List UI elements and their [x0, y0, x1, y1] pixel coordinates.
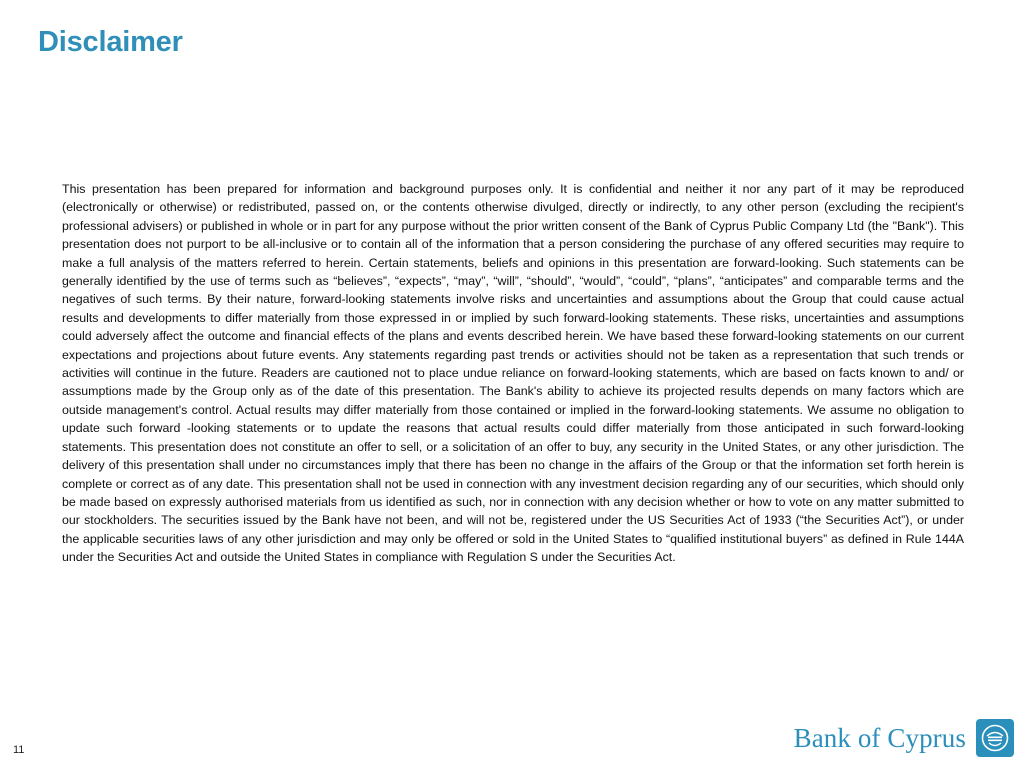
- page-number: 11: [13, 744, 25, 756]
- logo-mark-graphic: [980, 723, 1010, 753]
- page-title: Disclaimer: [38, 26, 183, 58]
- bank-logo-text: Bank of Cyprus: [793, 722, 966, 753]
- bank-of-cyprus-mark-icon: [976, 719, 1014, 757]
- disclaimer-text: This presentation has been prepared for information and background purposes only. It is confidential and neither it nor any part of it may be reproduced (electronically or otherwise) or redistributed, passed on, or the contents otherwise divulged, directly or indirectly, to any other person (excluding the recipient's professional advisers) or published in whole or in part for any purpose without the prior written consent of the Bank of Cyprus Public Company Ltd (the "Bank"). This presentation does not purport to be all-inclusive or to contain all of the information that a person considering the purchase of any offered securities may require to make a full analysis of the matters referred to herein. Certain statements, beliefs and opinions in this presentation are forward-looking. Such statements can be generally identified by the use of terms such as “believes”, “expects”, “may”, “will”, “should”, “would”, “could”, “plans”, “anticipates” and comparable terms and the negatives of such terms. By their nature, forward-looking statements involve risks and uncertainties and assumptions about the Group that could cause actual results and developments to differ materially from those expressed in or implied by such forward-looking statements. These risks, uncertainties and assumptions could adversely affect the outcome and financial effects of the plans and events described herein. We have based these forward-looking statements on our current expectations and projections about future events. Any statements regarding past trends or activities should not be taken as a representation that such trends or activities will continue in the future. Readers are cautioned not to place undue reliance on forward-looking statements, which are based on facts known to and/ or assumptions made by the Group only as of the date of this presentation. The Bank's ability to achieve its projected results depends on many factors which are outside management's control. Actual results may differ materially from those contained or implied in the forward-looking statements. We assume no obligation to update such forward -looking statements or to update the reasons that actual results could differ materially from those anticipated in such forward-looking statements. This presentation does not constitute an offer to sell, or a solicitation of an offer to buy, any security in the United States, or any other jurisdiction. The delivery of this presentation shall under no circumstances imply that there has been no change in the affairs of the Group or that the information set forth herein is complete or correct as of any date. This presentation shall not be used in connection with any investment decision regarding any of our securities, which should only be made based on expressly authorised materials from us identified as such, nor in connection with any decision whether or how to vote on any matter submitted to our stockholders. The securities issued by the Bank have not been, and will not be, registered under the US Securities Act of 1933 (“the Securities Act”), or under the applicable securities laws of any other jurisdiction and may only be offered or sold in the United States to “qualified institutional buyers” as defined in Rule 144A under the Securities Act and outside the United States in compliance with Regulation S under the Securities Act.: [62, 182, 964, 565]
- bank-logo: [794, 715, 1014, 761]
